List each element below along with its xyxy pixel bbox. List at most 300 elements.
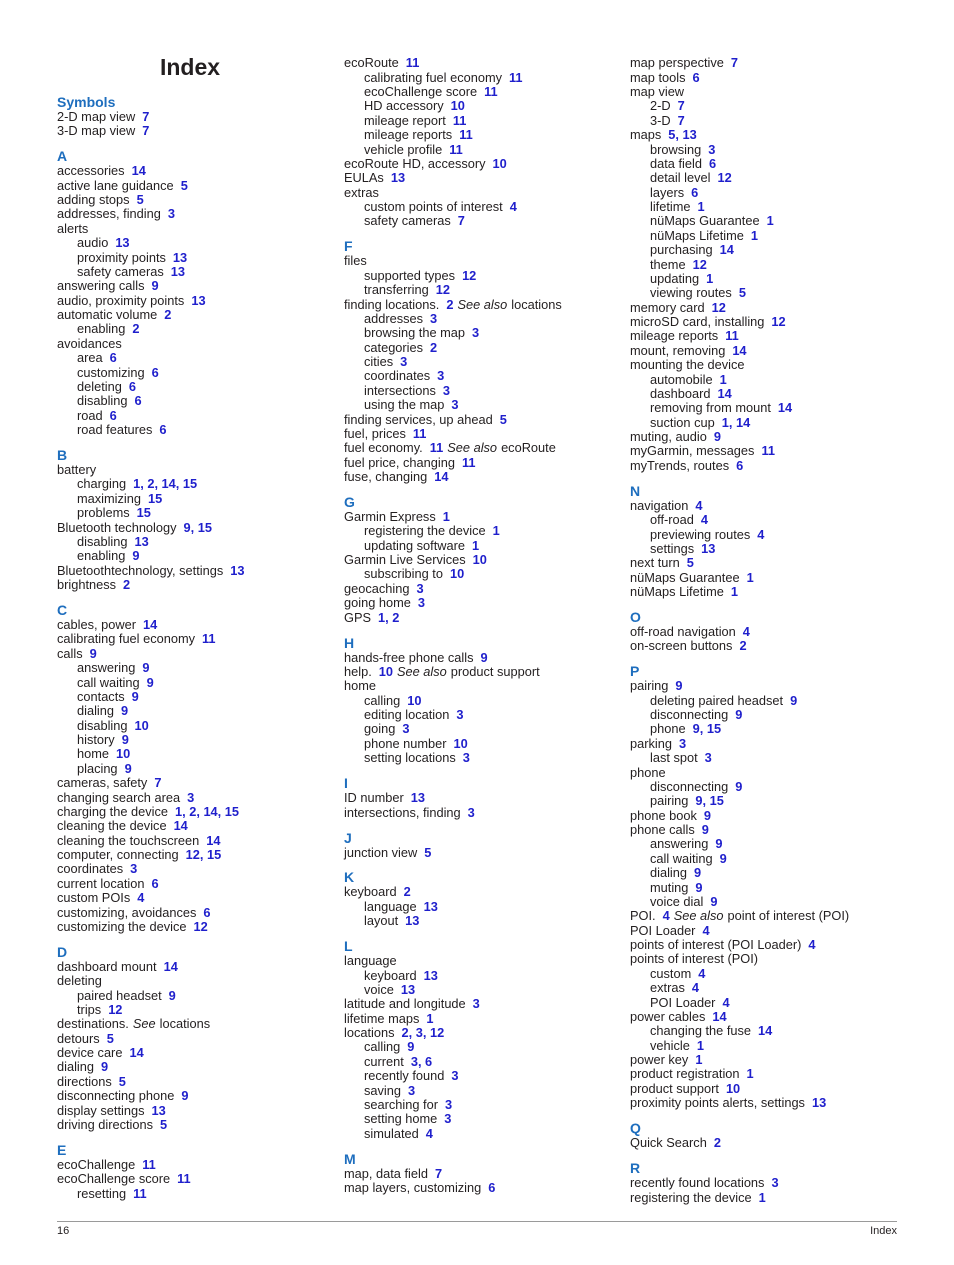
index-subentry	[630, 286, 900, 300]
page-ref-link[interactable]: 12	[711, 299, 726, 315]
page-ref-link[interactable]: 6	[151, 364, 159, 380]
page-ref-link[interactable]: 9	[719, 850, 727, 866]
page-ref-link[interactable]: 3	[472, 996, 480, 1012]
index-section-heading: H	[344, 634, 355, 651]
page-ref-link[interactable]: 13	[811, 1095, 827, 1111]
page-ref-link[interactable]: 14	[142, 617, 158, 633]
index-entry	[344, 1012, 614, 1026]
page-ref-link[interactable]: 14	[434, 469, 449, 485]
page-ref-link[interactable]: 7	[730, 55, 739, 71]
page-ref-link[interactable]: 13	[230, 562, 245, 578]
index-subentry	[630, 114, 900, 128]
page-ref-link[interactable]: 9, 15	[692, 721, 722, 737]
page-ref-link[interactable]: 5	[499, 411, 507, 427]
page-ref-link[interactable]: 9	[121, 732, 129, 748]
page-ref-link[interactable]: 7	[677, 112, 685, 128]
page-ref-link[interactable]: 5	[106, 1030, 114, 1046]
page-ref-link[interactable]: 3	[771, 1175, 779, 1191]
page-ref-link[interactable]: 11	[725, 328, 739, 344]
page-ref-link[interactable]: 3	[444, 1096, 453, 1112]
entry-term: GPS	[344, 609, 372, 625]
page-ref-link[interactable]: 11	[459, 127, 473, 143]
page-ref-link[interactable]: 3	[472, 325, 480, 341]
page-ref-link[interactable]: 2	[739, 638, 747, 654]
entry-term: recently found locations	[630, 1175, 765, 1191]
page-ref-link[interactable]: 10	[725, 1080, 741, 1096]
index-subentry	[630, 542, 900, 556]
page-ref-link[interactable]: 12	[462, 267, 477, 283]
page-ref-link[interactable]: 3	[167, 206, 175, 222]
page-ref-link[interactable]: 4	[702, 922, 710, 938]
index-section	[57, 94, 323, 139]
page-ref-link[interactable]: 1	[696, 1037, 704, 1053]
page-ref-link[interactable]: 3	[467, 804, 475, 820]
page-ref-link[interactable]: 9	[146, 674, 154, 690]
page-ref-link[interactable]: 10	[492, 155, 507, 171]
index-entry	[630, 459, 900, 473]
page-ref-link[interactable]: 9, 15	[183, 519, 212, 535]
index-entry	[57, 1017, 323, 1031]
index-subentry	[57, 380, 323, 394]
entry-term: setting locations	[364, 750, 456, 766]
page-ref-link[interactable]: 9	[675, 678, 683, 694]
page-ref-link[interactable]: 3	[444, 1111, 452, 1127]
page-ref-link[interactable]: 9	[89, 645, 97, 661]
index-entry	[57, 819, 323, 833]
page-ref-link[interactable]: 11	[452, 112, 467, 128]
index-entry	[344, 157, 614, 171]
page-ref-link[interactable]: 2	[430, 339, 438, 355]
page-ref-link[interactable]: 6	[736, 457, 744, 473]
index-entry	[630, 556, 900, 570]
page-ref-link[interactable]: 14	[717, 385, 732, 401]
entry-term: simulated	[364, 1125, 419, 1141]
index-entry	[344, 791, 614, 805]
page-ref-link[interactable]: 1	[426, 1010, 434, 1026]
index-entry	[57, 179, 323, 193]
index-subentry	[344, 694, 614, 708]
page-ref-link[interactable]: 14	[129, 1045, 144, 1061]
page-ref-link[interactable]: 1	[492, 523, 500, 539]
index-entry	[57, 877, 323, 891]
page-ref-link[interactable]: 12, 15	[185, 847, 222, 863]
page-ref-link[interactable]: 1	[695, 1052, 703, 1068]
page-ref-link[interactable]: 12	[435, 282, 450, 298]
page-ref-link[interactable]: 4	[695, 497, 703, 513]
index-subentry	[344, 128, 614, 142]
index-subentry	[344, 1112, 614, 1126]
page-ref-link[interactable]: 2	[403, 884, 411, 900]
page-ref-link[interactable]: 9	[121, 703, 129, 719]
page-ref-link[interactable]: 7	[142, 123, 150, 139]
page-ref-link[interactable]: 3	[442, 382, 450, 398]
entry-term: charging the device	[57, 803, 168, 819]
page-ref-link[interactable]: 1	[706, 270, 714, 286]
entry-term: recently found	[364, 1068, 445, 1084]
index-entry	[57, 193, 323, 207]
page-ref-link[interactable]: 11	[429, 440, 444, 456]
page-ref-link[interactable]: 2	[446, 296, 454, 312]
page-ref-link[interactable]: 3	[451, 1068, 459, 1084]
page-ref-link[interactable]: 9	[151, 278, 159, 294]
page-ref-link[interactable]: 3	[402, 721, 410, 737]
page-ref-link[interactable]: 14	[163, 958, 178, 974]
page-ref-link[interactable]: 6	[151, 875, 159, 891]
page-ref-link[interactable]: 11	[761, 443, 775, 459]
page-ref-link[interactable]: 4	[700, 512, 708, 528]
index-section	[630, 483, 900, 600]
entry-term: dialing	[77, 703, 114, 719]
index-subentry	[344, 200, 614, 214]
page-ref-link[interactable]: 14	[131, 163, 146, 179]
page-ref-link[interactable]: 12	[692, 256, 707, 272]
page-ref-link[interactable]: 6	[203, 904, 211, 920]
entry-term: history	[77, 732, 115, 748]
entry-term: deleting	[57, 973, 102, 989]
page-ref-link[interactable]: 7	[677, 98, 685, 114]
page-ref-link[interactable]: 5	[686, 555, 694, 571]
page-ref-link[interactable]: 3, 6	[410, 1053, 433, 1069]
entry-term: extras	[344, 184, 379, 200]
page-ref-link[interactable]: 6	[159, 422, 167, 438]
page-ref-link[interactable]: 4	[698, 965, 706, 981]
page-ref-link[interactable]: 13	[423, 898, 438, 914]
page-ref-link[interactable]: 4	[425, 1125, 433, 1141]
page-ref-link[interactable]: 10	[116, 746, 131, 762]
index-entry	[630, 909, 900, 923]
page-ref-link[interactable]: 9	[735, 778, 743, 794]
index-subentry	[57, 322, 323, 336]
page-ref-link[interactable]: 11	[133, 1185, 147, 1201]
page-ref-link[interactable]: 10	[407, 692, 422, 708]
page-ref-link[interactable]: 2, 3, 12	[401, 1025, 445, 1041]
entry-term: disabling	[77, 533, 128, 549]
page-ref-link[interactable]: 12	[717, 170, 732, 186]
page-ref-link[interactable]: 9	[701, 822, 709, 838]
page-ref-link[interactable]: 5	[136, 192, 144, 208]
entry-term: categories	[364, 339, 424, 355]
page-ref-link[interactable]: 9	[124, 760, 132, 776]
page-ref-link[interactable]: 6	[691, 184, 699, 200]
page-ref-link[interactable]: 11	[509, 69, 523, 85]
page-ref-link[interactable]: 11	[177, 1171, 191, 1187]
page-ref-link[interactable]: 7	[457, 213, 465, 229]
page-ref-link[interactable]: 11	[484, 84, 498, 100]
page-ref-link[interactable]: 1, 2, 14, 15	[133, 476, 198, 492]
page-ref-link[interactable]: 13	[115, 235, 130, 251]
index-entry	[630, 344, 900, 358]
index-section	[344, 869, 614, 928]
index-entry	[344, 441, 614, 455]
index-subentry	[57, 351, 323, 365]
page-ref-link[interactable]: 14	[732, 342, 747, 358]
page-ref-link[interactable]: 6	[134, 393, 142, 409]
page-ref-link[interactable]: 9	[694, 865, 702, 881]
entry-term: supported types	[364, 267, 456, 283]
page-ref-link[interactable]: 11	[412, 425, 427, 441]
entry-term: cleaning the device	[57, 818, 167, 834]
entry-term: transferring	[364, 282, 429, 298]
page-ref-link[interactable]: 9	[713, 429, 721, 445]
index-subentry	[630, 751, 900, 765]
page-ref-link[interactable]: 1	[719, 371, 727, 387]
page-ref-link[interactable]: 1, 14	[721, 414, 751, 430]
page-ref-link[interactable]: 3	[678, 735, 687, 751]
page-ref-link[interactable]: 7	[154, 775, 162, 791]
index-entry	[57, 618, 323, 632]
entry-term: Bluetooth technology	[57, 519, 177, 535]
page-ref-link[interactable]: 9	[131, 688, 139, 704]
page-ref-link[interactable]: 11	[142, 1156, 156, 1172]
index-subentry	[344, 900, 614, 914]
entry-term: enabling	[77, 548, 126, 564]
entry-term: Garmin Live Services	[344, 552, 466, 568]
page-ref-link[interactable]: 5	[180, 177, 188, 193]
index-subentry	[344, 983, 614, 997]
page-ref-link[interactable]: 13	[151, 1102, 166, 1118]
page-ref-link[interactable]: 3	[708, 141, 716, 157]
entry-term: mounting the device	[630, 357, 745, 373]
index-entry	[630, 128, 900, 142]
page-ref-link[interactable]: 6	[109, 407, 117, 423]
page-ref-link[interactable]: 1	[750, 227, 759, 243]
index-entry	[344, 806, 614, 820]
index-subentry	[630, 794, 900, 808]
page-ref-link[interactable]: 10	[134, 717, 149, 733]
page-ref-link[interactable]: 4	[757, 526, 765, 542]
page-ref-link[interactable]: 1	[472, 537, 480, 553]
page-ref-link[interactable]: 5, 13	[668, 127, 697, 143]
page-ref-link[interactable]: 11	[461, 454, 476, 470]
page-ref-link[interactable]: 14	[719, 242, 734, 258]
index-entry	[57, 1075, 323, 1089]
page-ref-link[interactable]: 1	[766, 213, 774, 229]
page-ref-link[interactable]: 3	[416, 580, 424, 596]
page-ref-link[interactable]: 13	[410, 790, 425, 806]
page-ref-link[interactable]: 9	[715, 836, 723, 852]
entry-term: detours	[57, 1030, 100, 1046]
page-ref-link[interactable]: 13	[423, 967, 438, 983]
index-subentry	[344, 312, 614, 326]
page-ref-link[interactable]: 15	[136, 505, 151, 521]
page-ref-link[interactable]: 14	[712, 1008, 727, 1024]
page-ref-link[interactable]: 13	[405, 913, 420, 929]
page-ref-link[interactable]: 3	[704, 750, 712, 766]
entry-term: 3-D map view	[57, 123, 136, 139]
index-subentry	[344, 1098, 614, 1112]
entry-term: memory card	[630, 299, 705, 315]
page-ref-link[interactable]: 3	[187, 789, 195, 805]
page-ref-link[interactable]: 1	[758, 1189, 766, 1205]
index-subentry	[57, 394, 323, 408]
page-ref-link[interactable]: 3	[130, 861, 138, 877]
page-ref-link[interactable]: 6	[488, 1180, 496, 1196]
page-ref-link[interactable]: 12	[193, 918, 208, 934]
page-ref-link[interactable]: 9	[168, 987, 176, 1003]
page-ref-link[interactable]: 1	[746, 569, 754, 585]
entry-term: directions	[57, 1073, 112, 1089]
index-section-heading: D	[57, 943, 68, 960]
page-ref-link[interactable]: 12	[108, 1001, 123, 1017]
page-ref-link[interactable]: 3	[417, 595, 426, 611]
page-ref-link[interactable]: 9	[735, 707, 743, 723]
index-section	[630, 609, 900, 654]
entry-term: help.	[344, 663, 372, 679]
page-ref-link[interactable]: 13	[701, 540, 716, 556]
page-ref-link[interactable]: 4	[691, 980, 699, 996]
index-column-right	[630, 56, 900, 1205]
index-entry	[57, 1060, 323, 1074]
page-ref-link[interactable]: 4	[662, 908, 670, 924]
page-ref-link[interactable]: 9	[142, 660, 150, 676]
entry-term: language	[344, 953, 397, 969]
page-ref-link[interactable]: 6	[708, 155, 717, 171]
index-entry	[57, 1172, 323, 1186]
page-ref-link[interactable]: 3	[451, 397, 459, 413]
page-ref-link[interactable]: 9	[181, 1088, 189, 1104]
page-ref-link[interactable]: 13	[400, 981, 416, 997]
page-ref-link[interactable]: 2	[123, 577, 131, 593]
index-subentry	[630, 243, 900, 257]
page-ref-link[interactable]: 10	[453, 735, 468, 751]
index-subentry	[344, 269, 614, 283]
page-ref-link[interactable]: 4	[722, 994, 730, 1010]
entry-term: coordinates	[57, 861, 124, 877]
page-ref-link[interactable]: 6	[109, 350, 117, 366]
entry-term: active lane guidance	[57, 177, 174, 193]
page-ref-link[interactable]: 13	[134, 533, 149, 549]
entry-term: problems	[77, 505, 130, 521]
index-subentry	[344, 384, 614, 398]
entry-term: placing	[77, 760, 118, 776]
index-entry	[630, 315, 900, 329]
page-ref-link[interactable]: 13	[170, 263, 186, 279]
entry-term: language	[364, 898, 417, 914]
page-ref-link[interactable]: 14	[777, 400, 793, 416]
page-ref-link[interactable]: 5	[118, 1073, 126, 1089]
index-entry	[57, 632, 323, 646]
page-ref-link[interactable]: 1	[730, 584, 739, 600]
page-ref-link[interactable]: 13	[191, 292, 206, 308]
page-ref-link[interactable]: 9	[480, 649, 488, 665]
page-ref-link[interactable]: 9	[703, 807, 712, 823]
entry-term: customizing	[77, 364, 145, 380]
index-entry	[630, 444, 900, 458]
entry-term: setting home	[364, 1111, 438, 1127]
page-ref-link[interactable]: 9	[407, 1039, 415, 1055]
index-subentry	[630, 157, 900, 171]
page-ref-link[interactable]: 1	[442, 508, 450, 524]
index-section-heading: K	[344, 869, 355, 886]
entry-term: HD accessory	[364, 98, 444, 114]
index-subentry	[57, 690, 323, 704]
page-ref-link[interactable]: 3	[456, 707, 464, 723]
page-ref-link[interactable]: 9	[790, 692, 798, 708]
cross-reference: product support	[450, 663, 540, 679]
index-subentry	[630, 272, 900, 286]
entry-term: ecoChallenge	[57, 1156, 136, 1172]
entry-term: subscribing to	[364, 566, 443, 582]
page-ref-link[interactable]: 5	[424, 844, 432, 860]
entry-term: lifetime maps	[344, 1010, 420, 1026]
page-ref-link[interactable]: 10	[449, 566, 465, 582]
entry-term: power key	[630, 1052, 689, 1068]
page-ref-link[interactable]: 15	[148, 490, 163, 506]
page-ref-link[interactable]: 7	[434, 1165, 443, 1181]
entry-term: call waiting	[650, 850, 713, 866]
page-ref-link[interactable]: 10	[378, 663, 393, 679]
index-entry	[344, 298, 614, 312]
entry-term: customizing, avoidances	[57, 904, 197, 920]
page-ref-link[interactable]: 9	[695, 879, 703, 895]
page-ref-link[interactable]: 14	[758, 1023, 773, 1039]
page-ref-link[interactable]: 4	[509, 199, 517, 215]
page-ref-link[interactable]: 3	[462, 750, 470, 766]
page-ref-link[interactable]: 9, 15	[695, 793, 724, 809]
page-ref-link[interactable]: 2	[132, 321, 140, 337]
index-entry	[630, 924, 900, 938]
index-subentry	[630, 387, 900, 401]
entry-term: calibrating fuel economy	[57, 631, 195, 647]
page-ref-link[interactable]: 13	[390, 170, 406, 186]
page-ref-link[interactable]: 9	[710, 893, 718, 909]
page-ref-link[interactable]: 2	[164, 307, 172, 323]
index-entry	[630, 625, 900, 639]
index-section-heading: P	[630, 663, 640, 680]
page-ref-link[interactable]: 10	[450, 98, 465, 114]
page-ref-link[interactable]: 1, 2, 14, 15	[174, 803, 240, 819]
page-ref-link[interactable]: 1	[746, 1066, 754, 1082]
index-subentry	[344, 914, 614, 928]
page-ref-link[interactable]: 3	[400, 354, 408, 370]
page-ref-link[interactable]: 1	[697, 199, 705, 215]
page-ref-link[interactable]: 10	[472, 552, 487, 568]
index-entry	[344, 611, 614, 625]
index-entry	[344, 665, 614, 679]
page-ref-link[interactable]: 4	[137, 890, 145, 906]
index-subentry	[630, 967, 900, 981]
page-ref-link[interactable]: 4	[742, 623, 750, 639]
entry-term: Bluetoothtechnology, settings	[57, 562, 224, 578]
page-ref-link[interactable]: 14	[206, 832, 221, 848]
page-ref-link[interactable]: 14	[173, 818, 188, 834]
page-ref-link[interactable]: 11	[202, 631, 216, 647]
page-ref-link[interactable]: 3	[430, 310, 438, 326]
page-ref-link[interactable]: 2	[713, 1135, 721, 1151]
index-subentry	[57, 535, 323, 549]
page-ref-link[interactable]: 12	[771, 314, 786, 330]
index-subentry	[344, 369, 614, 383]
page-ref-link[interactable]: 5	[160, 1116, 168, 1132]
page-ref-link[interactable]: 11	[449, 141, 463, 157]
page-ref-link[interactable]: 5	[738, 285, 746, 301]
index-subentry	[57, 366, 323, 380]
page-ref-link[interactable]: 6	[692, 69, 700, 85]
page-ref-link[interactable]: 9	[101, 1059, 109, 1075]
page-ref-link[interactable]: 1, 2	[378, 609, 400, 625]
page-ref-link[interactable]: 7	[142, 108, 150, 124]
page-ref-link[interactable]: 9	[132, 548, 140, 564]
page-ref-link[interactable]: 3	[437, 368, 445, 384]
page-ref-link[interactable]: 3	[408, 1082, 416, 1098]
page-ref-link[interactable]: 13	[172, 249, 188, 265]
entry-term: road	[77, 407, 103, 423]
page-ref-link[interactable]: 11	[405, 55, 420, 71]
index-subentry	[57, 989, 323, 1003]
index-section	[344, 635, 614, 766]
page-ref-link[interactable]: 6	[128, 378, 136, 394]
page-ref-link[interactable]: 4	[808, 937, 816, 953]
